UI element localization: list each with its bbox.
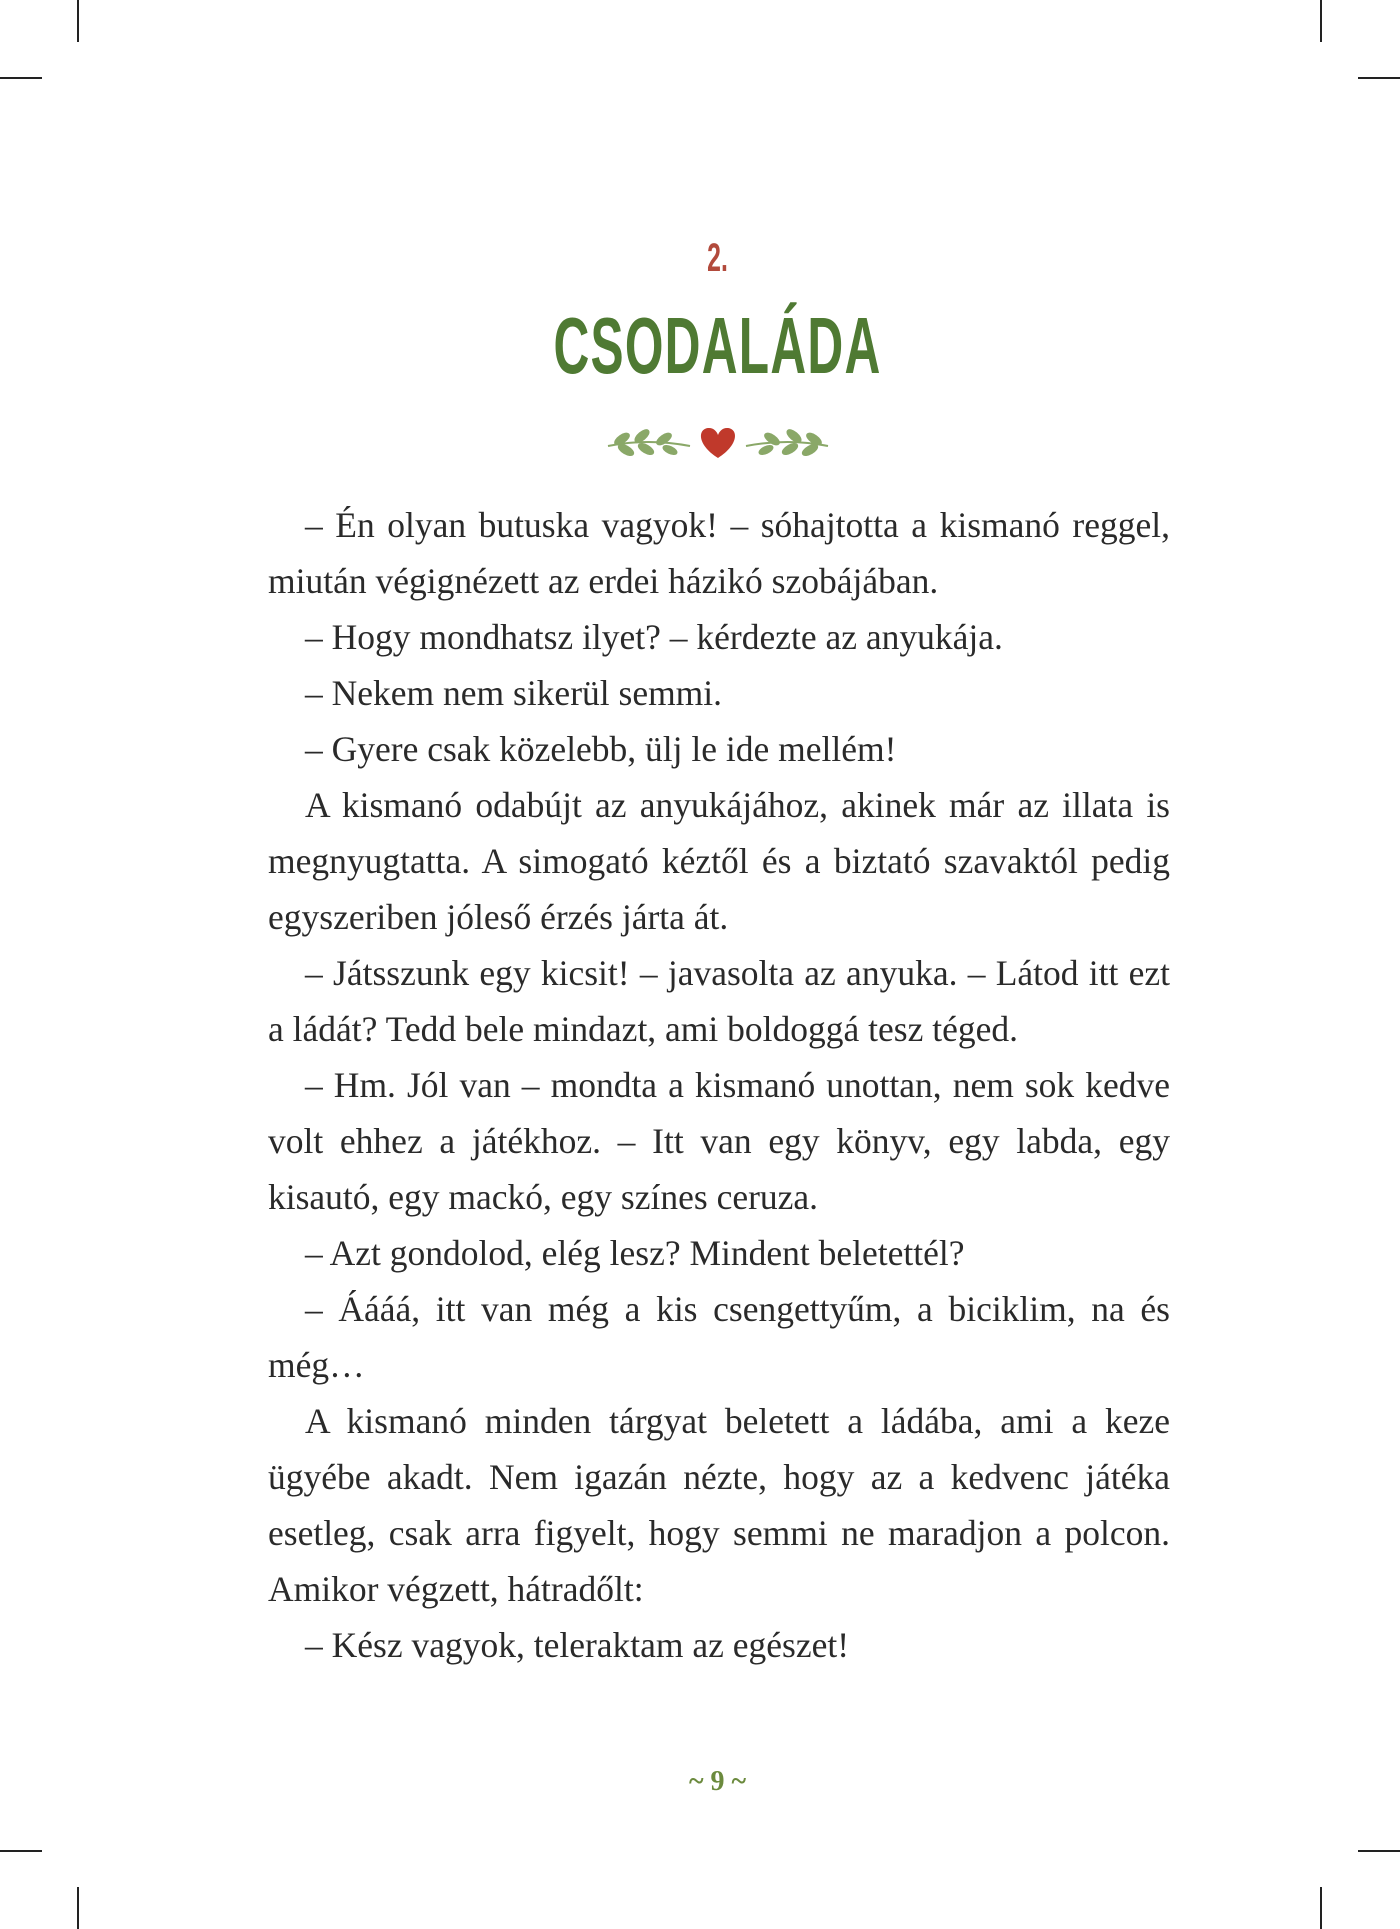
chapter-body <box>268 497 1170 1673</box>
page-number: ~ 9 ~ <box>688 1766 747 1797</box>
paragraph: – Áááá, itt van még a kis csengettyűm, a biciklim, na és még… <box>268 1289 1170 1385</box>
crop-mark-bottom-left-h <box>0 1850 42 1852</box>
paragraph: – Kész vagyok, teleraktam az egészet! <box>305 1625 850 1665</box>
chapter-title: CSODALÁDA <box>553 301 882 390</box>
paragraph: – Nekem nem sikerül semmi. <box>305 673 723 713</box>
crop-mark-top-right-h <box>1358 77 1400 79</box>
paragraph: – Gyere csak közelebb, ülj le ide mellém! <box>305 729 897 769</box>
chapter-number: 2. <box>707 236 728 280</box>
crop-mark-top-left-h <box>0 77 42 79</box>
crop-mark-top-left <box>77 0 79 42</box>
crop-mark-bottom-right <box>1320 1887 1322 1929</box>
paragraph: A kismanó odabújt az anyukájához, akinek már az illata is megnyugtatta. A simogató kéztől és a biztató szavaktól pedig egyszeriben jóleső érzés járta át. <box>268 785 1170 937</box>
paragraph: – Játsszunk egy kicsit! – javasolta az anyuka. – Látod itt ezt a ládát? Tedd bele mindazt, ami boldoggá tesz téged. <box>268 953 1170 1049</box>
paragraph: – Hogy mondhatsz ilyet? – kérdezte az anyukája. <box>305 617 1003 657</box>
leaf-heart-divider-icon <box>578 412 858 468</box>
paragraph: – Hm. Jól van – mondta a kismanó unottan, nem sok kedve volt ehhez a játékhoz. – Itt van egy könyv, egy labda, egy kisautó, egy mackó, egy színes ceruza. <box>268 1065 1170 1217</box>
paragraph: – Én olyan butuska vagyok! – sóhajtotta a kismanó reggel, miután végignézett az erdei házikó szobájában. <box>268 505 1170 601</box>
paragraph: A kismanó minden tárgyat beletett a ládába, ami a keze ügyébe akadt. Nem igazán nézte, hogy az a kedvenc játéka esetleg, csak arra figyelt, hogy semmi ne maradjon a polcon. Amikor végzett, hátradőlt: <box>268 1401 1170 1609</box>
crop-mark-bottom-right-h <box>1358 1850 1400 1852</box>
crop-mark-top-right <box>1320 0 1322 42</box>
crop-mark-bottom-left <box>77 1887 79 1929</box>
paragraph: – Azt gondolod, elég lesz? Mindent beletettél? <box>305 1233 965 1273</box>
